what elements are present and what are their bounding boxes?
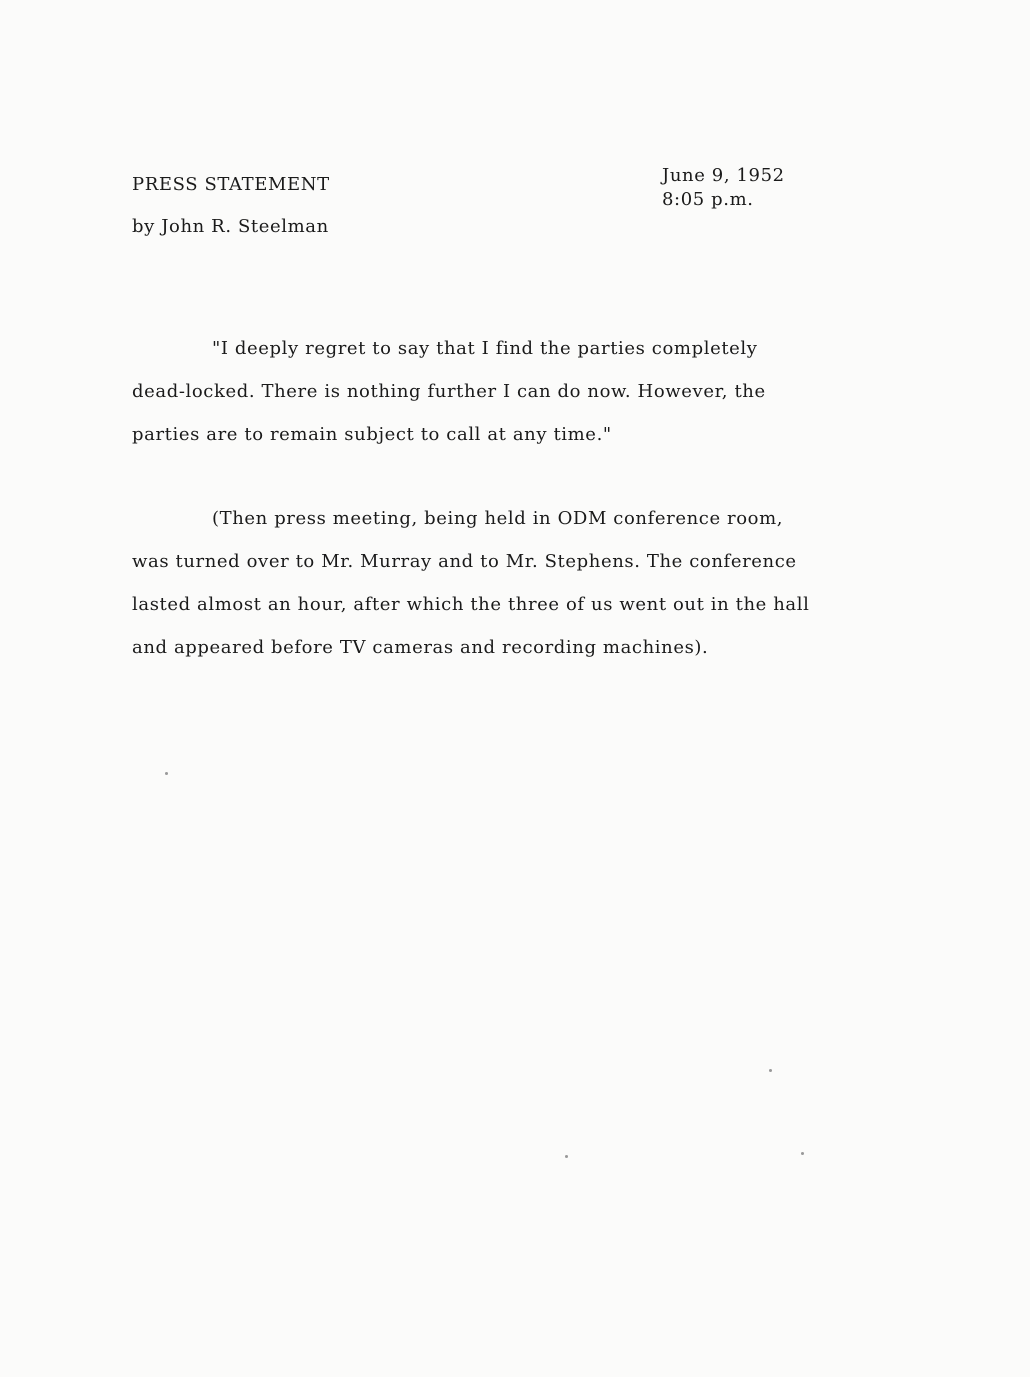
document-title: PRESS STATEMENT — [132, 174, 330, 195]
paper-speck — [565, 1155, 568, 1158]
paper-speck — [801, 1152, 804, 1155]
paper-speck — [769, 1069, 772, 1072]
date-line: June 9, 1952 — [662, 165, 785, 186]
statement-line: "I deeply regret to say that I find the parties completely — [212, 338, 758, 359]
time-line: 8:05 p.m. — [662, 189, 754, 210]
paper-speck — [165, 772, 168, 775]
author-line: by John R. Steelman — [132, 216, 329, 237]
statement-paragraph — [132, 327, 902, 456]
note-line: lasted almost an hour, after which the three of us went out in the hall — [132, 594, 810, 615]
statement-line: parties are to remain subject to call at any time." — [132, 424, 612, 445]
note-line: (Then press meeting, being held in ODM conference room, — [212, 508, 784, 529]
note-line: was turned over to Mr. Murray and to Mr. Stephens. The conference — [132, 551, 797, 572]
header-left — [132, 164, 330, 248]
header-right — [662, 164, 785, 212]
note-paragraph — [132, 497, 902, 669]
note-line: and appeared before TV cameras and recording machines). — [132, 637, 709, 658]
statement-line: dead-locked. There is nothing further I can do now. However, the — [132, 381, 766, 402]
